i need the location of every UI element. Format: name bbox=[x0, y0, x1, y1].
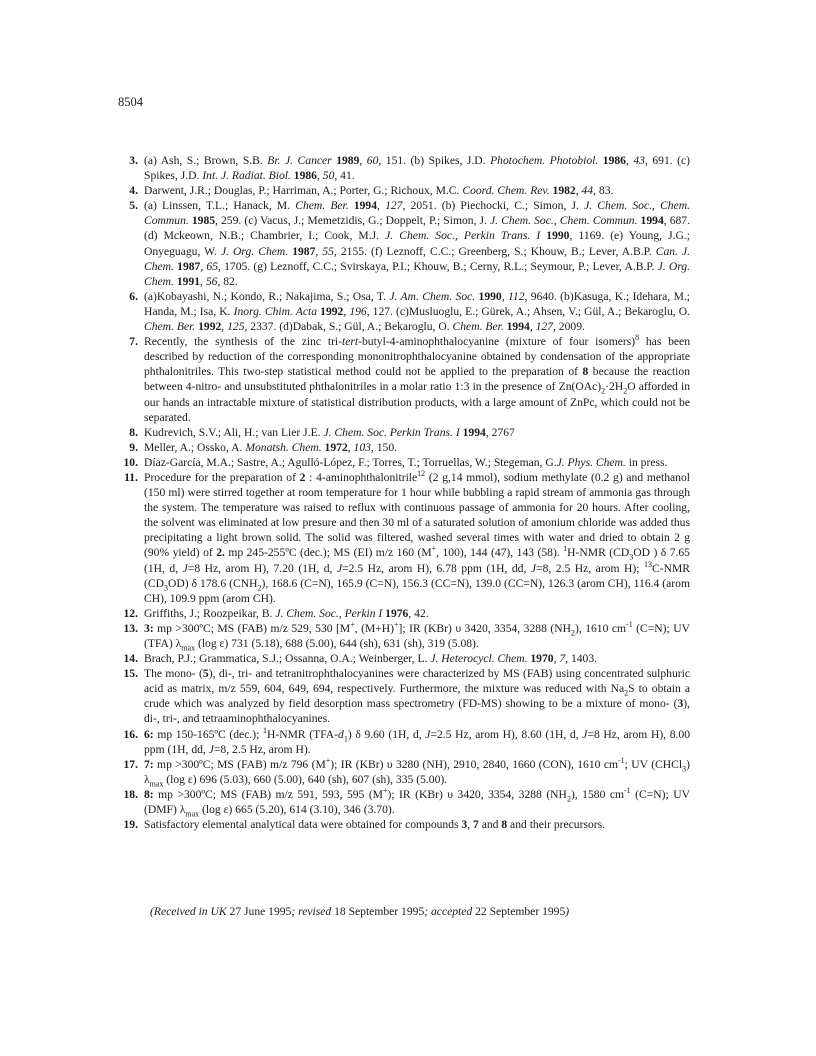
reference-text bbox=[144, 471, 690, 605]
reference-text bbox=[144, 725, 691, 756]
reference-text-segment: J bbox=[182, 561, 188, 575]
reference-text-segment: 112 bbox=[507, 289, 525, 303]
reference-text bbox=[144, 441, 397, 454]
reference-text-segment: 3 bbox=[682, 764, 687, 774]
reference-text-segment: , 687. (d) Mckeown, N.B.; Chambrier, I.; Cook, M.J. bbox=[144, 214, 690, 243]
reference-item bbox=[118, 425, 690, 440]
reference-text-segment: , bbox=[200, 274, 206, 288]
reference-text-segment: , bbox=[200, 259, 207, 273]
reference-text bbox=[144, 607, 429, 620]
reference-text-segment: 1982 bbox=[552, 184, 576, 198]
reference-text-segment: , 42. bbox=[408, 606, 429, 620]
reference-text-segment: 7 bbox=[559, 652, 566, 666]
reference-number: 13. bbox=[123, 621, 138, 635]
reference-text-segment: 1994 bbox=[506, 320, 530, 334]
reference-text-segment: Kudrevich, S.V.; Ali, H.; van Lier J.E. bbox=[144, 425, 324, 439]
reference-text-segment: 56 bbox=[205, 274, 218, 288]
reference-text-segment: =8 Hz, arom H), 7.20 (1H, d, bbox=[187, 561, 337, 575]
reference-text-segment: J bbox=[582, 727, 588, 741]
reference-text-segment: , 100), 144 (47), 143 (58). bbox=[436, 546, 564, 560]
reference-text-segment: mp 245-255ºC (dec.); MS (EI) m/z 160 (M bbox=[224, 546, 432, 560]
reference-text bbox=[144, 199, 690, 287]
reference-number: 16. bbox=[123, 727, 138, 741]
reference-text-segment: J. Chem. Soc., Chem. Commun. bbox=[144, 199, 691, 228]
reference-text-segment: 3 bbox=[163, 582, 168, 592]
reference-text-segment: 3 bbox=[677, 697, 684, 711]
reference-text-segment: , bbox=[343, 304, 350, 318]
reference-text-segment: Procedure for the preparation of bbox=[144, 470, 300, 484]
reference-text-segment: 1 bbox=[563, 544, 568, 554]
reference-text-segment: 1 bbox=[343, 733, 348, 743]
received-date: 27 June 1995 bbox=[229, 905, 292, 918]
reference-text-segment: , 691. (c) Spikes, J.D. bbox=[144, 154, 691, 183]
reference-text-segment: 127 bbox=[535, 320, 553, 334]
reference-text-segment: , 41. bbox=[334, 169, 355, 183]
reference-text-segment: 2 bbox=[257, 582, 262, 592]
reference-text-segment: (C=N); UV (DMF) λ bbox=[144, 787, 690, 817]
reference-number: 14. bbox=[123, 652, 138, 666]
reference-text-segment: =8, 2.5 Hz, arom H). bbox=[213, 742, 311, 756]
reference-text-segment: J. Am. Chem. Soc. bbox=[389, 289, 476, 303]
reference-text-segment: Inorg. Chim. Acta bbox=[233, 304, 318, 318]
reference-text-segment: : 4-aminophthalonitrile bbox=[305, 470, 418, 484]
reference-text-segment: H-NMR (TFA- bbox=[266, 727, 339, 741]
reference-text bbox=[144, 335, 690, 423]
reference-text-segment: ); IR (KBr) υ 3280 (NH), 2910, 2840, 1660 (CON), 1610 cm bbox=[330, 757, 618, 771]
reference-text-segment: 2 bbox=[601, 386, 606, 396]
reference-text-segment: OD ) δ 7.65 (1H, d, bbox=[144, 546, 690, 575]
reference-number: 9. bbox=[129, 440, 138, 454]
reference-text bbox=[144, 426, 515, 439]
reference-text-segment: in press. bbox=[625, 455, 668, 469]
reference-number: 10. bbox=[123, 455, 138, 469]
reference-text-segment: =8, 2.5 Hz, arom H); bbox=[536, 561, 644, 575]
reference-text-segment: 125 bbox=[227, 320, 245, 334]
reference-text-segment: Photochem. Photobiol. bbox=[490, 154, 599, 167]
reference-text-segment: 43 bbox=[633, 154, 645, 167]
reference-text-segment: Int. J. Radiat. Biol. bbox=[202, 169, 291, 183]
reference-text-segment: mp >300ºC; MS (FAB) m/z 796 (M bbox=[153, 757, 326, 771]
reference-text-segment: 3: bbox=[144, 621, 154, 635]
reference-text-segment: + bbox=[394, 620, 399, 630]
reference-text-segment: J. Chem. Soc., Chem. Commun. bbox=[490, 214, 638, 228]
reference-text-segment: 1972 bbox=[324, 440, 348, 454]
reference-text-segment: and bbox=[478, 818, 502, 832]
accepted-label: ; accepted bbox=[424, 905, 476, 918]
reference-text bbox=[144, 755, 690, 789]
reference-text-segment: 1994 bbox=[640, 214, 664, 228]
reference-text-segment: Griffiths, J.; Roozpeikar, B. bbox=[144, 606, 276, 620]
reference-text-segment: -1 bbox=[618, 755, 625, 765]
reference-text-segment: ), 1580 cm bbox=[570, 787, 625, 801]
reference-text-segment: + bbox=[431, 544, 437, 554]
reference-text bbox=[144, 290, 690, 333]
reference-number: 7. bbox=[129, 335, 138, 349]
reference-text-segment: + bbox=[382, 786, 388, 796]
reference-text-segment: ), di-, tri-, and tetraaminophthalocyanines. bbox=[144, 697, 690, 726]
reference-text-segment: 1985 bbox=[191, 214, 216, 228]
reference-text-segment: (log ε) 696 (5.03), 660 (5.00), 640 (sh), 607 (sh), 335 (5.00). bbox=[163, 772, 448, 786]
reference-text-segment: The mono- ( bbox=[144, 667, 203, 681]
reference-text-segment: 12 bbox=[417, 469, 426, 479]
reference-text-segment: H-NMR (CD bbox=[567, 546, 630, 560]
reference-text-segment: , 2767 bbox=[485, 425, 515, 439]
reference-text-segment: Br. J. Cancer bbox=[267, 154, 332, 167]
reference-text-segment: , 2051. (b) Piechocki, C.; Simon, J. bbox=[402, 199, 585, 213]
reference-number: 11. bbox=[124, 470, 138, 484]
reference-text-segment: Satisfactory elemental analytical data were obtained for compounds bbox=[144, 818, 462, 832]
reference-text-segment: =8 Hz, arom H), 8.00 ppm (1H, dd, bbox=[144, 727, 691, 756]
reference-text-segment: 1970 bbox=[530, 652, 554, 666]
reference-text-segment: , bbox=[553, 652, 560, 666]
reference-text-segment: 8 bbox=[635, 333, 640, 343]
reference-text-segment: 8: bbox=[144, 787, 154, 801]
reference-text-segment: 8 bbox=[501, 818, 508, 832]
reference-text-segment: ); IR (KBr) υ 3420, 3354, 3288 (NH bbox=[387, 787, 567, 801]
reference-text-segment: , bbox=[467, 818, 474, 832]
reference-number: 3. bbox=[129, 154, 138, 167]
reference-text bbox=[144, 818, 605, 831]
reference-text-segment: C-NMR (CD bbox=[144, 561, 690, 590]
reference-text-segment: 2 bbox=[623, 386, 628, 396]
reference-text-segment: Monatsh. Chem. bbox=[245, 440, 322, 454]
reference-text-segment: , 151. (b) Spikes, J.D. bbox=[378, 154, 491, 167]
reference-text-segment: Brach, P.J.; Grammatica, S.J.; Ossanna, O.A.; Weinberger, L. bbox=[144, 652, 431, 666]
reference-text bbox=[144, 652, 597, 665]
reference-item bbox=[118, 787, 690, 817]
reference-text-segment: J. Chem. Soc. Perkin Trans. I bbox=[323, 425, 460, 439]
reference-text-segment: , bbox=[316, 169, 323, 183]
reference-text-segment: , bbox=[575, 184, 582, 198]
reference-text-segment: ) δ 9.60 (1H, d, bbox=[347, 727, 426, 741]
reference-item bbox=[118, 651, 690, 666]
reference-text-segment: S to obtain a crude which was analyzed by field desorption mass spectrometry (FD-MS) showing to be a mixture of mono- ( bbox=[144, 682, 690, 711]
reference-item bbox=[118, 334, 690, 425]
reference-item bbox=[118, 666, 690, 726]
reference-text-segment: tert bbox=[342, 335, 359, 349]
reference-text-segment: (a) Linssen, T.L.; Hanack, M. bbox=[144, 199, 296, 213]
reference-text-segment: J. Heterocycl. Chem. bbox=[430, 652, 528, 666]
reference-text-segment: + bbox=[350, 620, 355, 630]
reference-text-segment: =2.5 Hz, arom H), 6.78 ppm (1H, dd, bbox=[342, 561, 531, 575]
reference-text-segment: 1989 bbox=[336, 154, 360, 167]
reference-text-segment: 1976 bbox=[385, 606, 409, 620]
reference-item bbox=[118, 153, 690, 183]
reference-text-segment: Recently, the synthesis of the zinc tri- bbox=[144, 335, 343, 349]
reference-text-segment: OD) δ 178.6 (CNH bbox=[167, 576, 258, 590]
reference-text-segment: ·2H bbox=[605, 380, 624, 394]
reference-text-segment: 1994 bbox=[353, 199, 378, 213]
reference-text-segment: , 9640. (b)Kasuga, K.; Idehara, M.; Handa, M.; Isa, K. bbox=[144, 289, 690, 318]
reference-text-segment: ) λ bbox=[144, 757, 690, 786]
reference-text-segment: , bbox=[377, 199, 386, 213]
reference-text-segment: J bbox=[425, 727, 431, 741]
reference-text-segment: , bbox=[501, 289, 508, 303]
reference-text-segment: -1 bbox=[626, 620, 633, 630]
reference-text-segment: 6: bbox=[144, 727, 154, 741]
reference-item bbox=[118, 440, 690, 455]
reference-number: 18. bbox=[123, 787, 138, 801]
reference-text-segment: 65 bbox=[206, 259, 219, 273]
reference-text-segment: (a)Kobayashi, N.; Kondo, R.; Nakajima, S.; Osa, T. bbox=[144, 289, 390, 303]
reference-text-segment: mp >300ºC; MS (FAB) m/z 529, 530 [M bbox=[153, 621, 351, 635]
reference-text-segment: ), 168.6 (C=N), 165.9 (C=N), 156.3 (CC=N), 139.0 (CC=N), 126.3 (arom CH), 116.4 (arom CH), 109.9 ppm (arom CH). bbox=[144, 576, 690, 605]
reference-text-segment: , 259. (c) Vacus, J.; Memetzidis, G.; Doppelt, P.; Simon, J. bbox=[215, 214, 490, 228]
reference-text-segment: J. Org. Chem. bbox=[220, 244, 289, 258]
reference-text-segment: J bbox=[530, 561, 537, 575]
reference-item bbox=[118, 289, 690, 334]
reference-text-segment: 50 bbox=[322, 169, 335, 183]
reference-text-segment: 1990 bbox=[478, 289, 502, 303]
reference-text-segment: ; UV (CHCl bbox=[624, 757, 683, 771]
reference-text-segment: 13 bbox=[643, 559, 652, 569]
reference-text-segment: , 1403. bbox=[565, 652, 598, 666]
reference-text-segment: , 127. (c)Musluoglu, E.; Gürek, A.; Ahsen, V.; Gül, A.; Bekaroglu, O. bbox=[366, 304, 690, 318]
reference-text-segment: mp >300ºC; MS (FAB) m/z 591, 593, 595 (M bbox=[153, 787, 383, 801]
accepted-date: 22 September 1995 bbox=[475, 905, 566, 918]
reference-text-segment: J bbox=[336, 561, 343, 575]
reference-text-segment: 8 bbox=[582, 365, 589, 379]
reference-number: 17. bbox=[123, 757, 138, 771]
reference-text-segment: ), di-, tri- and tetranitrophthalocyanines were characterized by MS (FAB) using concentrated sulphuric acid as matrix, m/z 559, 604, 649, 694, respectively. Furthermore, the mixture was reduced with Na bbox=[144, 667, 691, 696]
reference-text-segment: J. Org. Chem. bbox=[144, 259, 691, 288]
reference-text-segment: , 2337. (d)Dabak, S.; Gül, A.; Bekaroglu, O. bbox=[244, 320, 453, 334]
reference-text-segment: 1 bbox=[262, 725, 267, 735]
reference-text-segment: max bbox=[149, 779, 164, 789]
reference-item bbox=[118, 621, 690, 651]
reference-number: 8. bbox=[129, 425, 138, 439]
reference-text-segment: 60 bbox=[366, 154, 379, 167]
reference-text-segment: Chem. Ber. bbox=[144, 320, 196, 334]
reference-item bbox=[118, 455, 690, 470]
reference-text-segment: max bbox=[185, 809, 200, 819]
reference-text bbox=[144, 154, 690, 182]
reference-text-segment: , 82. bbox=[217, 274, 238, 288]
reference-text-segment: (a) Ash, S.; Brown, S.B. bbox=[144, 154, 268, 167]
reference-text-segment: 5 bbox=[202, 667, 209, 681]
reference-text-segment: , bbox=[529, 320, 536, 334]
reference-list bbox=[118, 153, 690, 832]
reference-text-segment: J. Chem. Soc., Perkin Trans. I bbox=[385, 229, 541, 243]
reference-item bbox=[118, 727, 690, 757]
reference-number: 19. bbox=[123, 818, 138, 832]
reference-text-segment: ]; IR (KBr) υ 3420, 3354, 3288 (NH bbox=[398, 621, 571, 635]
reference-text-segment: 196 bbox=[349, 304, 367, 318]
reference-text bbox=[144, 620, 690, 653]
reference-text-segment: 55 bbox=[322, 244, 334, 258]
reference-item bbox=[118, 470, 690, 606]
reference-number: 12. bbox=[123, 606, 138, 620]
reference-number: 4. bbox=[129, 184, 138, 198]
reference-text-segment: 1992 bbox=[320, 304, 344, 318]
reference-text-segment: 7 bbox=[473, 818, 479, 832]
reference-text-segment: mp 150-165ºC (dec.); bbox=[153, 727, 263, 741]
reference-text-segment: ), 1610 cm bbox=[574, 621, 627, 635]
reference-text-segment: 44 bbox=[581, 184, 594, 198]
reference-text-segment: Chem. Ber. bbox=[452, 320, 504, 334]
reference-text-segment: 127 bbox=[385, 199, 403, 213]
revised-date: 18 September 1995 bbox=[334, 905, 425, 918]
reference-text-segment: (C=N); UV (TFA) λ bbox=[144, 621, 690, 650]
reference-text-segment: + bbox=[325, 755, 331, 765]
reference-text-segment: 1992 bbox=[198, 320, 222, 334]
received-prefix: (Received in UK bbox=[150, 905, 230, 918]
reference-text-segment: (2 g,14 mmol), sodium methylate (0.2 g) and methanol (150 ml) were stirred together at room temperature for 1 hour while bubbling a rapid stream of ammonia gas through the system. The temperature was raised to reflux with continuous passage of ammonia for 20 hours. After cooling, the solvent was eliminated at low presure and then 30 ml of a saturated solution of amonium chloride was added thus precipitating a light brown solid. The solid was filtered, washed several times with water and dried to obtain 2 g (90% yield) of bbox=[144, 470, 690, 560]
reference-text-segment: d bbox=[338, 727, 344, 741]
reference-text-segment: , bbox=[221, 320, 228, 334]
reference-text-segment: 1990 bbox=[546, 229, 570, 243]
reference-text-segment: 1987 bbox=[292, 244, 316, 258]
reference-text bbox=[144, 786, 690, 819]
reference-item bbox=[118, 198, 690, 289]
reference-text-segment: (log ε) 731 (5.18), 688 (5.00), 644 (sh), 631 (sh), 319 (5.08). bbox=[195, 637, 479, 650]
reference-text-segment: , 1169. (e) Young, J.G.; Onyeguagu, W. bbox=[144, 229, 690, 258]
reference-text-segment: , bbox=[359, 154, 367, 167]
reference-item bbox=[118, 606, 690, 621]
reference-text-segment: Darwent, J.R.; Douglas, P.; Harriman, A.; Porter, G.; Richoux, M.C. bbox=[144, 184, 463, 198]
reference-text-segment: 7: bbox=[144, 757, 154, 771]
reference-text bbox=[144, 184, 613, 197]
reference-text-segment: Meller, A.; Ossko, A. bbox=[144, 440, 246, 454]
reference-text-segment: , bbox=[347, 440, 354, 454]
reference-text-segment: 103 bbox=[353, 440, 371, 454]
received-line bbox=[150, 905, 569, 918]
received-suffix: ) bbox=[565, 905, 570, 918]
revised-label: ; revised bbox=[291, 905, 335, 918]
reference-text-segment: and their precursors. bbox=[507, 818, 606, 832]
reference-text-segment: 1994 bbox=[462, 425, 486, 439]
reference-text-segment: , 150. bbox=[370, 440, 398, 454]
reference-text-segment: , 83. bbox=[593, 184, 614, 198]
reference-item bbox=[118, 757, 690, 787]
reference-text-segment: -butyl-4-aminophthalocyanine (mixture of four isomers) bbox=[358, 335, 636, 349]
reference-item bbox=[118, 183, 690, 198]
reference-text-segment: 2 bbox=[299, 470, 306, 484]
reference-item bbox=[118, 817, 690, 832]
reference-text-segment: Díaz-García, M.A.; Sastre, A.; Agulló-López, F.; Torres, T.; Torruellas, W.; Stegeman, G. bbox=[144, 455, 557, 469]
reference-text-segment: 1987 bbox=[177, 259, 201, 273]
reference-text-segment: 3 bbox=[461, 818, 468, 832]
reference-text-segment: 2 bbox=[570, 628, 575, 638]
reference-text-segment: max bbox=[181, 643, 196, 653]
reference-text-segment: , bbox=[625, 154, 634, 167]
reference-text-segment: 2. bbox=[216, 546, 225, 560]
reference-number: 15. bbox=[123, 667, 138, 681]
reference-text-segment: 2 bbox=[566, 794, 571, 804]
reference-text-segment: J bbox=[208, 742, 214, 756]
reference-text-segment: because the reaction between 4-nitro- and unsubstituted phthalonitriles in a molar ratio 1:3 in the presence of Zn(OAc) bbox=[144, 365, 690, 394]
reference-text-segment: J. Phys. Chem. bbox=[556, 455, 626, 469]
reference-text bbox=[144, 456, 667, 469]
reference-text-segment: 2 bbox=[624, 688, 629, 698]
reference-text-segment: , 1705. (g) Leznoff, C.C.; Svirskaya, P.I.; Khouw, B.; Cerny, R.L.; Seymour, P.; Lever, A.B.P. bbox=[218, 259, 658, 273]
reference-text-segment: 1986 bbox=[602, 154, 626, 167]
reference-text-segment: 1991 bbox=[176, 274, 201, 288]
reference-text-segment: O afforded in our hands an intractable mixture of statistical distribution products, with a large amount of ZnPc, which could not be separated. bbox=[144, 380, 690, 424]
page-number: 8504 bbox=[118, 95, 143, 109]
reference-text-segment: , 2155. (f) Leznoff, C.C.; Greenberg, S.; Khouw, B.; Lever, A.B.P. bbox=[333, 244, 656, 258]
reference-text-segment: Coord. Chem. Rev. bbox=[462, 184, 550, 198]
reference-text bbox=[144, 667, 690, 725]
reference-text-segment: 1986 bbox=[293, 169, 317, 183]
reference-text-segment: 3 bbox=[629, 552, 634, 562]
reference-number: 5. bbox=[129, 199, 138, 213]
reference-text-segment: has been described by reduction of the corresponding mononitrophthalocyanine obtained by condensation of the appropriate phthalonitriles. This two-step statistical method could not be applied to the preparation of bbox=[144, 335, 690, 379]
reference-text-segment: J. Chem. Soc., Perkin I bbox=[275, 606, 383, 620]
reference-text-segment: , bbox=[315, 244, 323, 258]
reference-text-segment: Can. J. Chem. bbox=[144, 244, 691, 273]
reference-text-segment: =2.5 Hz, arom H), 8.60 (1H, d, bbox=[430, 727, 583, 741]
reference-text-segment: Chem. Ber. bbox=[295, 199, 349, 213]
reference-text-segment: , (M+H) bbox=[354, 621, 395, 635]
reference-number: 6. bbox=[129, 289, 138, 303]
reference-text-segment: (log ε) 665 (5.20), 614 (3.10), 346 (3.70). bbox=[199, 803, 395, 817]
reference-text-segment: -1 bbox=[624, 786, 631, 796]
reference-text-segment: , 2009. bbox=[553, 320, 585, 334]
